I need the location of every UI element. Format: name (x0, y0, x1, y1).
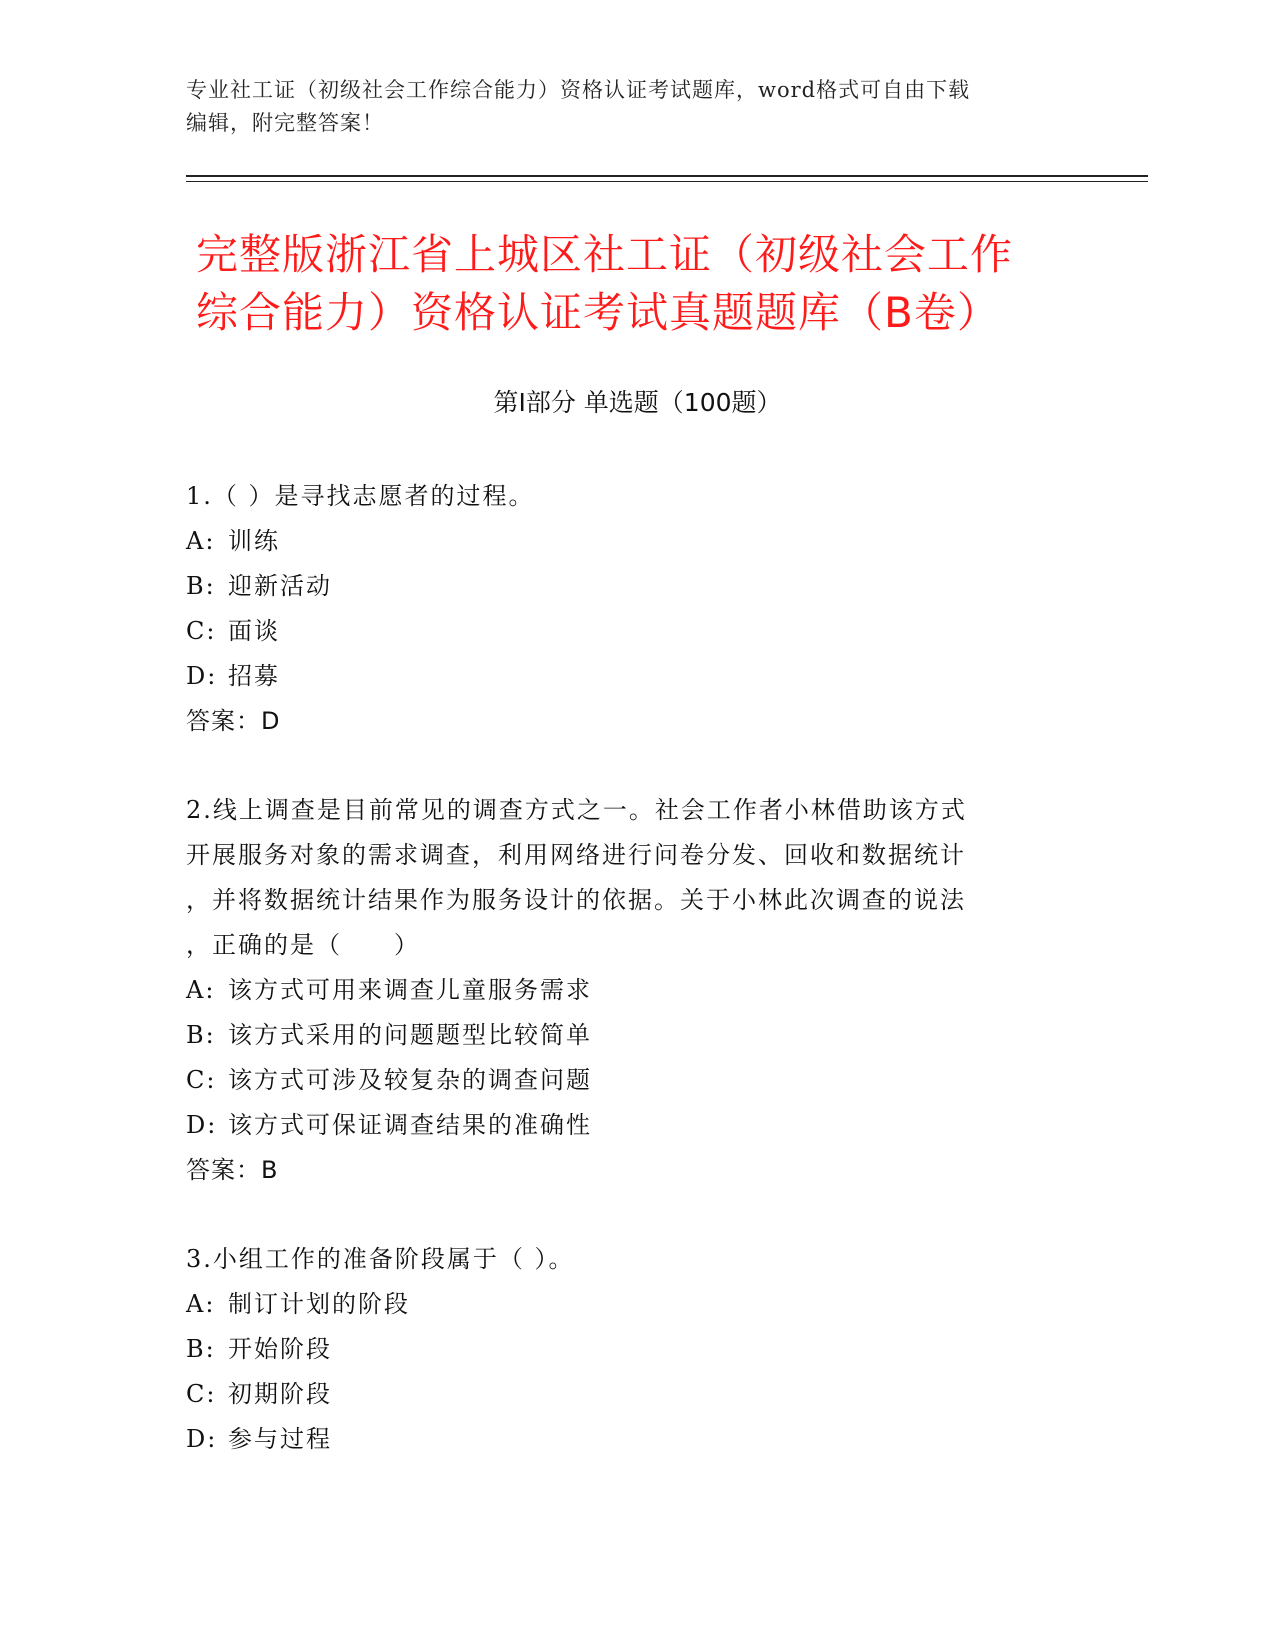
option-text: 制订计划的阶段 (228, 1290, 410, 1318)
option-text: 参与过程 (228, 1425, 332, 1453)
option-key: D: (186, 1425, 218, 1453)
header-line-1: 专业社工证（初级社会工作综合能力）资格认证考试题库，word格式可自由下载 (186, 78, 971, 102)
header-divider-thick (186, 175, 1148, 177)
title-line-1: 完整版浙江省上城区社工证（初级社会工作 (196, 230, 1014, 279)
option-key: B: (186, 1335, 216, 1363)
option-text: 初期阶段 (228, 1380, 332, 1408)
option-c (186, 609, 1066, 654)
option-text: 该方式可涉及较复杂的调查问题 (228, 1066, 592, 1094)
option-d (186, 654, 1066, 699)
question-stem: 1.（ ）是寻找志愿者的过程。 (186, 482, 535, 510)
option-key: C: (186, 617, 217, 645)
option-d (186, 1103, 1066, 1148)
question-stem-line: ，并将数据统计结果作为服务设计的依据。关于小林此次调查的说法 (186, 886, 966, 914)
option-key: A: (186, 1290, 216, 1318)
document-title (196, 226, 1096, 342)
answer-line: 答案：B (186, 1156, 279, 1184)
option-text: 该方式可保证调查结果的准确性 (228, 1111, 592, 1139)
option-text: 开始阶段 (228, 1335, 332, 1363)
option-a (186, 968, 1066, 1013)
question-stem-line: ，正确的是（ ） (186, 931, 420, 959)
question-item (186, 474, 1066, 744)
option-a (186, 519, 1066, 564)
option-b (186, 564, 1066, 609)
option-key: D: (186, 1111, 218, 1139)
question-list (186, 474, 1066, 1506)
option-c (186, 1058, 1066, 1103)
option-key: B: (186, 572, 216, 600)
title-line-2: 综合能力）资格认证考试真题题库（B卷） (196, 288, 1000, 337)
option-c (186, 1372, 1066, 1417)
option-text: 训练 (228, 527, 280, 555)
option-text: 招募 (228, 662, 280, 690)
option-key: C: (186, 1066, 217, 1094)
question-item (186, 1237, 1066, 1462)
question-stem-line: 开展服务对象的需求调查，利用网络进行问卷分发、回收和数据统计 (186, 841, 966, 869)
option-text: 迎新活动 (228, 572, 332, 600)
option-key: A: (186, 976, 216, 1004)
answer-line: 答案：D (186, 707, 281, 735)
header-line-2: 编辑，附完整答案！ (186, 111, 384, 135)
option-b (186, 1327, 1066, 1372)
option-text: 面谈 (228, 617, 280, 645)
option-key: A: (186, 527, 216, 555)
page-header (186, 74, 1066, 140)
option-key: D: (186, 662, 218, 690)
option-text: 该方式采用的问题题型比较简单 (228, 1021, 592, 1049)
option-key: C: (186, 1380, 217, 1408)
section-heading: 第I部分 单选题（100题） (493, 388, 782, 417)
option-key: B: (186, 1021, 216, 1049)
option-d (186, 1417, 1066, 1462)
option-text: 该方式可用来调查儿童服务需求 (228, 976, 592, 1004)
question-item (186, 788, 1066, 1193)
question-stem-line: 2.线上调查是目前常见的调查方式之一。社会工作者小林借助该方式 (186, 796, 967, 824)
option-b (186, 1013, 1066, 1058)
question-stem: 3.小组工作的准备阶段属于（ ）。 (186, 1245, 575, 1273)
header-divider-thin (186, 181, 1148, 182)
option-a (186, 1282, 1066, 1327)
